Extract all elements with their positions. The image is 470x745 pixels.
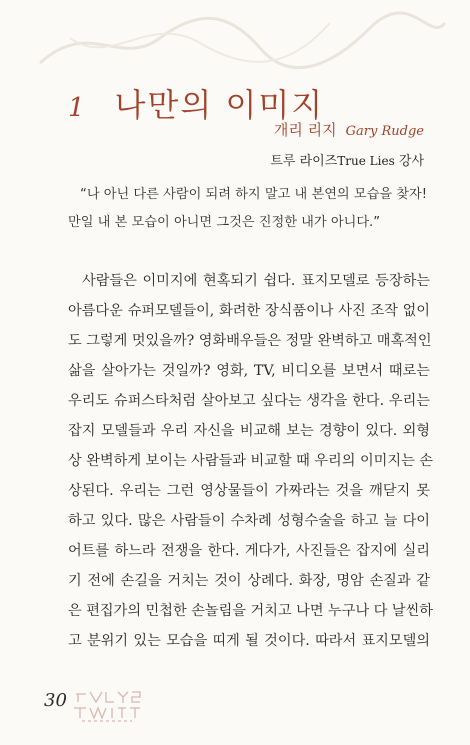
author-name-korean: 개리 리지 <box>273 121 337 139</box>
body-line: 기 전에 손길을 거치는 것이 상례다. 화장, 명암 손질과 같 <box>68 573 430 589</box>
body-line: 어트를 하느라 전쟁을 한다. 게다가, 사진들은 잡지에 실리 <box>68 543 430 559</box>
body-line: 잡지 모델들과 우리 자신을 비교해 보는 경향이 있다. 외형 <box>68 423 430 439</box>
body-line: 도 그렇게 멋있을까? 영화배우들은 정말 완벽하고 매혹적인 <box>68 333 432 349</box>
author-role-suffix: 강사 <box>394 154 424 169</box>
body-line: 우리도 슈퍼스타처럼 살아보고 싶다는 생각을 한다. 우리는 <box>68 393 430 409</box>
chapter-number: 1 <box>68 93 87 123</box>
author-role-prefix: 트루 라이즈 <box>270 154 338 169</box>
body-line: 상된다. 우리는 그런 영상물들이 가짜라는 것을 깨닫지 못 <box>68 483 430 499</box>
body-line: 하고 있다. 많은 사람들이 수차례 성형수술을 하고 늘 다이 <box>68 513 430 529</box>
body-line: 사람들은 이미지에 현혹되기 쉽다. 표지모델로 등장하는 <box>82 273 430 289</box>
body-line: 고 분위기 있는 모습을 띠게 될 것이다. 따라서 표지모델의 <box>68 633 430 649</box>
author-role <box>270 150 424 169</box>
body-line: 은 편집가의 민첩한 손놀림을 거치고 나면 누구나 다 날씬하 <box>68 603 434 619</box>
body-text <box>68 266 434 656</box>
chapter-heading: 나만의 이미지 <box>114 86 325 124</box>
body-line: 상 완벽하게 보이는 사람들과 비교할 때 우리의 이미지는 손 <box>68 453 434 469</box>
page-number: 30 <box>44 690 67 711</box>
author-role-english: True Lies <box>337 154 395 168</box>
background-decoration <box>30 8 450 78</box>
body-line: 삶을 살아가는 것일까? 영화, TV, 비디오를 보면서 때로는 <box>68 363 430 379</box>
body-line: 아름다운 슈퍼모델들이, 화려한 장식품이나 사진 조작 없이 <box>68 303 430 319</box>
footer-stamp-decoration <box>72 686 144 726</box>
author-block <box>270 119 424 169</box>
author-name-english: Gary Rudge <box>345 124 424 139</box>
epigraph-quote: “나 아닌 다른 사람이 되려 하지 말고 내 본연의 모습을 찾자! 만일 내 본 모습이 아니면 그것은 진정한 내가 아니다.” <box>68 187 428 230</box>
